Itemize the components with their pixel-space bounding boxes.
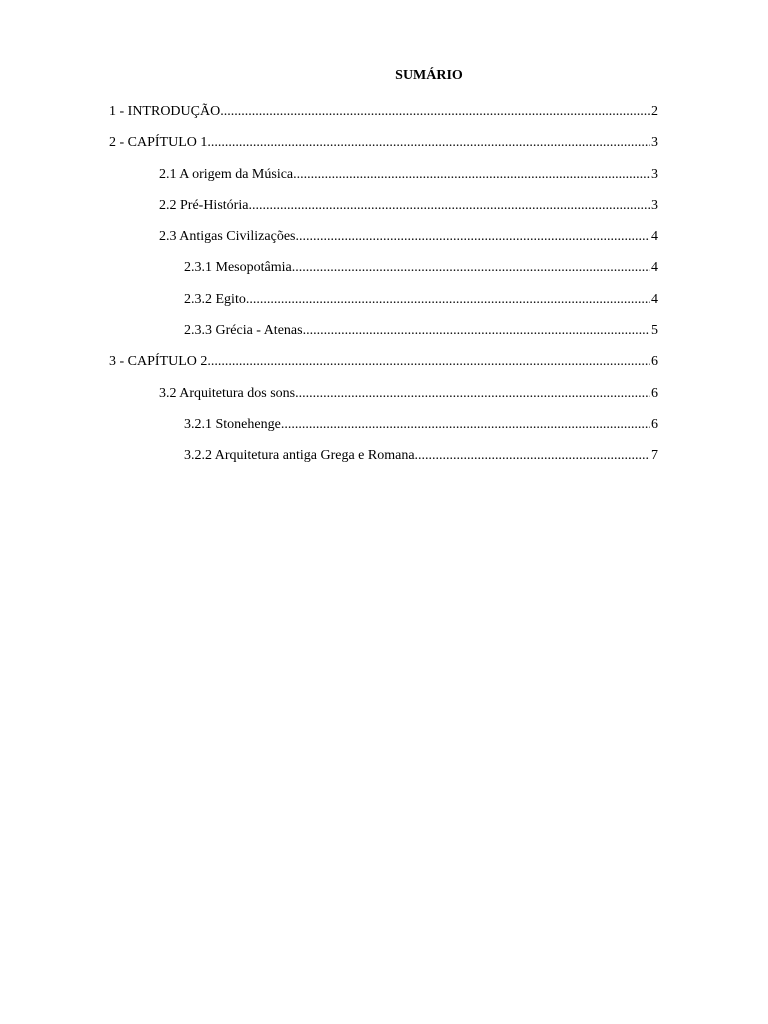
dot-leader bbox=[248, 195, 650, 217]
toc-entry-label: 3.2.2 Arquitetura antiga Grega e Romana bbox=[184, 448, 415, 464]
toc-entry-label: 2 - CAPÍTULO 1 bbox=[109, 135, 208, 151]
dot-leader bbox=[207, 351, 650, 373]
toc-entry[interactable] bbox=[109, 351, 658, 382]
toc-entry-label: 2.3 Antigas Civilizações bbox=[159, 229, 296, 245]
toc-entry-page: 4 bbox=[651, 229, 658, 245]
dot-leader bbox=[295, 383, 650, 405]
dot-leader bbox=[207, 132, 650, 154]
toc-entry-label: 2.3.3 Grécia - Atenas bbox=[184, 323, 303, 339]
toc-entry[interactable] bbox=[109, 320, 658, 351]
dot-leader bbox=[281, 414, 650, 436]
toc-entry-label: 1 - INTRODUÇÃO bbox=[109, 104, 221, 119]
toc-title: SUMÁRIO bbox=[395, 68, 463, 83]
toc-entry-label: 3.2 Arquitetura dos sons bbox=[159, 385, 296, 401]
dot-leader bbox=[246, 289, 650, 311]
toc-entry[interactable] bbox=[109, 195, 658, 226]
dot-leader bbox=[292, 257, 650, 279]
toc-entry-page: 3 bbox=[651, 135, 658, 151]
dot-leader bbox=[415, 445, 650, 467]
toc-entry-page: 6 bbox=[651, 416, 658, 432]
table-of-contents bbox=[109, 101, 658, 477]
toc-entry[interactable] bbox=[109, 414, 658, 445]
toc-entry[interactable] bbox=[109, 164, 658, 195]
toc-entry-label: 2.1 A origem da Música bbox=[159, 166, 294, 182]
toc-entry[interactable] bbox=[109, 132, 658, 163]
toc-entry-page: 3 bbox=[651, 197, 658, 213]
toc-entry-page: 6 bbox=[651, 354, 658, 370]
toc-entry-page: 2 bbox=[651, 104, 658, 119]
toc-entry-label: 2.3.2 Egito bbox=[184, 291, 246, 307]
toc-entry-page: 4 bbox=[651, 260, 658, 276]
toc-entry[interactable] bbox=[109, 289, 658, 320]
toc-entry[interactable] bbox=[109, 445, 658, 476]
toc-entry-label: 2.3.1 Mesopotâmia bbox=[184, 260, 292, 276]
dot-leader bbox=[293, 164, 650, 186]
toc-entry-page: 5 bbox=[651, 323, 658, 339]
toc-entry-page: 6 bbox=[651, 385, 658, 401]
toc-entry-label: 3.2.1 Stonehenge bbox=[184, 416, 281, 432]
toc-entry-page: 4 bbox=[651, 291, 658, 307]
toc-entry-page: 3 bbox=[651, 166, 658, 182]
toc-entry-page: 7 bbox=[651, 448, 658, 464]
toc-entry[interactable] bbox=[109, 101, 658, 132]
toc-entry[interactable] bbox=[109, 383, 658, 414]
toc-entry[interactable] bbox=[109, 226, 658, 257]
toc-entry-label: 3 - CAPÍTULO 2 bbox=[109, 354, 208, 370]
dot-leader bbox=[303, 320, 650, 342]
toc-entry[interactable] bbox=[109, 257, 658, 288]
dot-leader bbox=[295, 226, 650, 248]
dot-leader bbox=[220, 101, 650, 123]
toc-entry-label: 2.2 Pré-História bbox=[159, 197, 249, 213]
